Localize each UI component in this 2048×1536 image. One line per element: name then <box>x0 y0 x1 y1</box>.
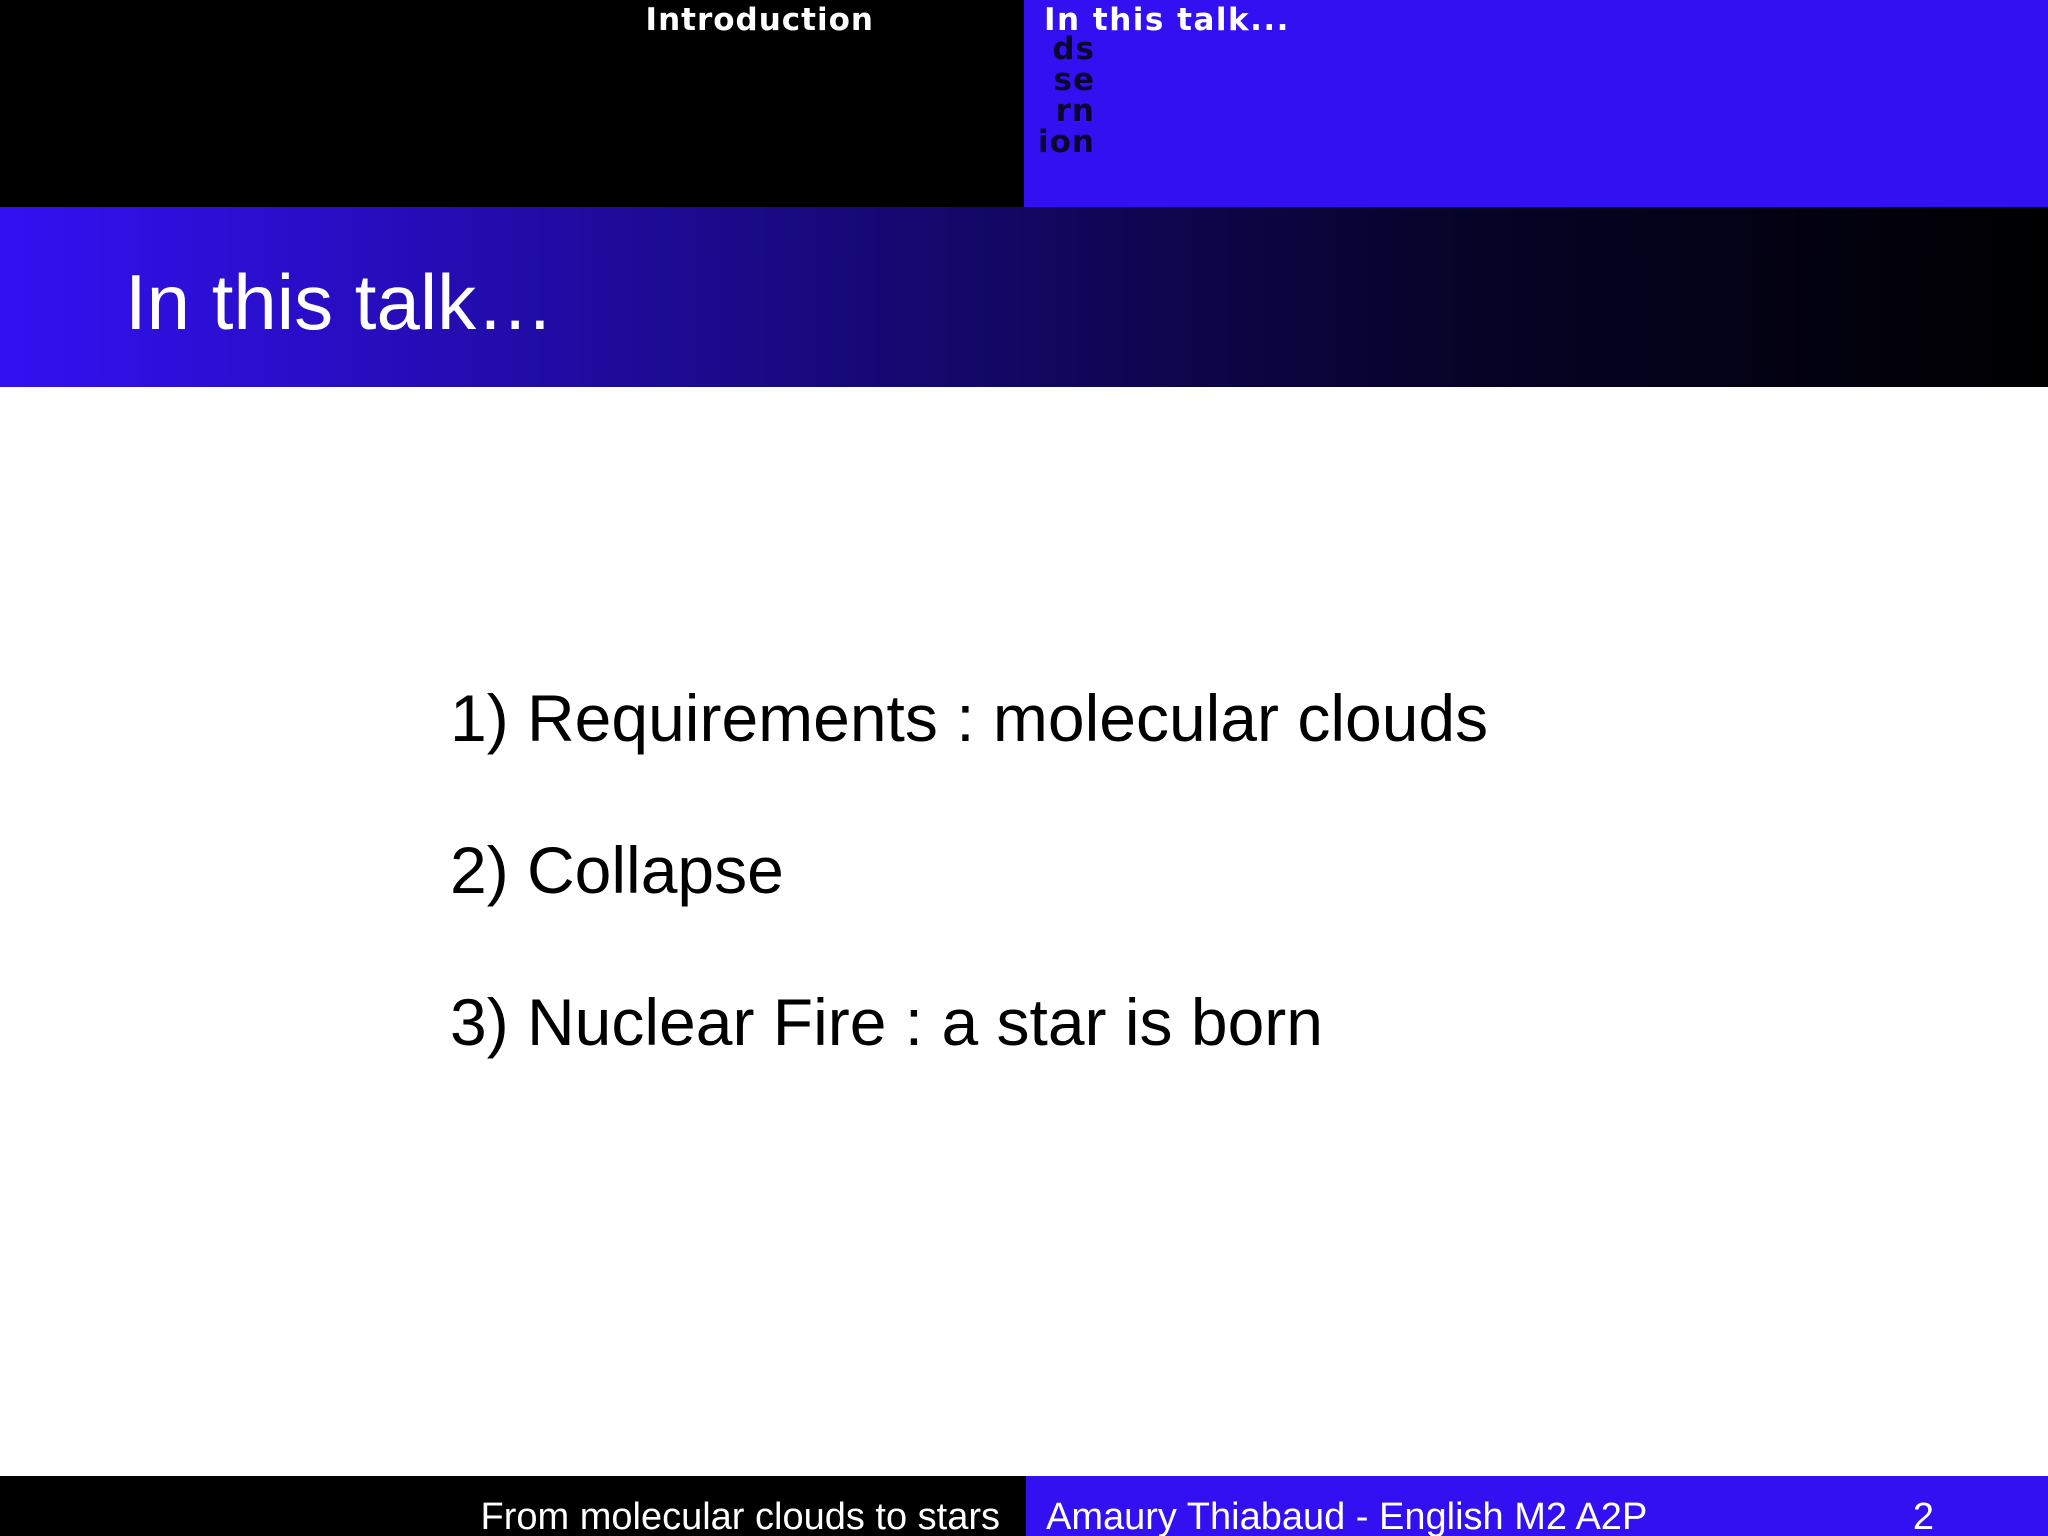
agenda-list <box>450 680 1488 1136</box>
footer <box>0 1476 2048 1536</box>
subsection-link[interactable]: ion <box>1038 124 1095 160</box>
footer-presentation-title: From molecular clouds to stars <box>480 1496 1000 1536</box>
agenda-item: 1) Requirements : molecular clouds <box>450 681 1489 755</box>
footer-author-panel <box>1026 1476 2048 1536</box>
subsection-link[interactable]: ds <box>1052 31 1095 67</box>
navigation-header <box>0 0 2048 207</box>
footer-title-panel <box>0 1476 1026 1536</box>
subsection-link[interactable]: se <box>1053 62 1095 98</box>
subsection-link[interactable]: rn <box>1055 93 1095 129</box>
frame-title: In this talk… <box>125 258 555 346</box>
agenda-item: 2) Collapse <box>450 833 784 907</box>
page-number: 2 <box>1912 1496 1934 1536</box>
frame-title-bar <box>0 207 2048 387</box>
subsection-list <box>1038 31 1095 160</box>
section-link-introduction[interactable]: Introduction <box>645 2 874 38</box>
footer-author: Amaury Thiabaud - English M2 A2P <box>1046 1496 1648 1536</box>
subsection-panel <box>1024 0 2048 207</box>
agenda-item: 3) Nuclear Fire : a star is born <box>450 985 1323 1059</box>
subsection-link-in-this-talk[interactable]: In this talk... <box>1044 2 1290 38</box>
section-panel <box>0 0 1024 207</box>
